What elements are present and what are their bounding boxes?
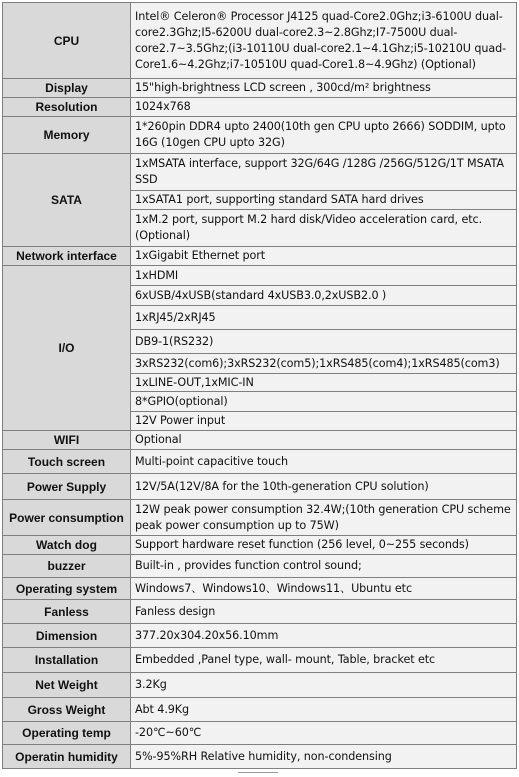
memory-value: 1*260pin DDR4 upto 2400(10th gen CPU upto 2666) SODDIM, upto 16G (10gen CPU upto 32G): [131, 117, 517, 154]
display-label: Display: [3, 79, 131, 98]
row-sata-1: [3, 154, 517, 191]
row-resolution: [3, 98, 517, 117]
dimension-value: 377.20x304.20x56.10mm: [131, 624, 517, 648]
power-supply-label: Power Supply: [3, 474, 131, 500]
io-value-3: 1xRJ45/2xRJ45: [131, 306, 517, 330]
sata-value-3: 1xM.2 port, support M.2 hard disk/Video acceleration card, etc. (Optional): [131, 210, 517, 247]
cpu-value: Intel® Celeron® Processor J4125 quad-Core2.0Ghz;i3-6100U dual-core2.3Ghz;I5-6200U dual-core2.3~2.8Ghz;I7-7500U dual-core2.7~3.5Ghz;(i3-10110U dual-core2.1~4.1Ghz;i5-10210U quad-Core1.6~4.2Ghz;i7-10510U quad-Core1.8~4.9Ghz) (Optional): [131, 3, 517, 79]
io-value-6: 1xLINE-OUT,1xMIC-IN: [131, 374, 517, 392]
row-operating-temp: [3, 722, 517, 745]
row-fanless: [3, 600, 517, 624]
resolution-value: 1024x768: [131, 98, 517, 117]
operating-temp-value: -20℃~60℃: [131, 722, 517, 745]
bottom-divider: [238, 772, 278, 773]
io-value-1: 1xHDMI: [131, 266, 517, 286]
network-label: Network interface: [3, 247, 131, 266]
power-supply-value: 12V/5A(12V/8A for the 10th-generation CPU solution): [131, 474, 517, 500]
row-os: [3, 578, 517, 600]
touch-label: Touch screen: [3, 450, 131, 474]
wifi-label: WIFI: [3, 431, 131, 450]
sata-value-2: 1xSATA1 port, supporting standard SATA hard drives: [131, 191, 517, 210]
watchdog-value: Support hardware reset function (256 level, 0~255 seconds): [131, 536, 517, 555]
installation-label: Installation: [3, 648, 131, 673]
operating-temp-label: Operating temp: [3, 722, 131, 745]
os-label: Operating system: [3, 578, 131, 600]
cpu-label: CPU: [3, 3, 131, 79]
row-power-supply: [3, 474, 517, 500]
touch-value: Multi-point capacitive touch: [131, 450, 517, 474]
network-value: 1xGigabit Ethernet port: [131, 247, 517, 266]
row-gross-weight: [3, 698, 517, 722]
row-power-consumption: [3, 500, 517, 536]
net-weight-label: Net Weight: [3, 673, 131, 698]
row-display: [3, 79, 517, 98]
dimension-label: Dimension: [3, 624, 131, 648]
row-watchdog: [3, 536, 517, 555]
row-operating-humidity: [3, 745, 517, 769]
io-value-4: DB9-1(RS232): [131, 330, 517, 354]
io-value-8: 12V Power input: [131, 412, 517, 431]
os-value: Windows7、Windows10、Windows11、Ubuntu etc: [131, 578, 517, 600]
io-value-7: 8*GPIO(optional): [131, 392, 517, 412]
display-value: 15"high-brightness LCD screen , 300cd/m² brightness: [131, 79, 517, 98]
operating-humidity-label: Operatin humidity: [3, 745, 131, 769]
row-installation: [3, 648, 517, 673]
row-network: [3, 247, 517, 266]
fanless-value: Fanless design: [131, 600, 517, 624]
row-touch: [3, 450, 517, 474]
io-label: I/O: [3, 266, 131, 431]
sata-value-1: 1xMSATA interface, support 32G/64G /128G /256G/512G/1T MSATA SSD: [131, 154, 517, 191]
watchdog-label: Watch dog: [3, 536, 131, 555]
buzzer-value: Built-in , provides function control sound;: [131, 555, 517, 578]
net-weight-value: 3.2Kg: [131, 673, 517, 698]
gross-weight-value: Abt 4.9Kg: [131, 698, 517, 722]
row-net-weight: [3, 673, 517, 698]
row-io-1: [3, 266, 517, 286]
resolution-label: Resolution: [3, 98, 131, 117]
row-buzzer: [3, 555, 517, 578]
buzzer-label: buzzer: [3, 555, 131, 578]
row-cpu: [3, 3, 517, 79]
row-dimension: [3, 624, 517, 648]
fanless-label: Fanless: [3, 600, 131, 624]
spec-table: [2, 2, 517, 769]
io-value-5: 3xRS232(com6);3xRS232(com5);1xRS485(com4);1xRS485(com3): [131, 354, 517, 374]
io-value-2: 6xUSB/4xUSB(standard 4xUSB3.0,2xUSB2.0 ): [131, 286, 517, 306]
power-consumption-label: Power consumption: [3, 500, 131, 536]
row-wifi: [3, 431, 517, 450]
operating-humidity-value: 5%-95%RH Relative humidity, non-condensing: [131, 745, 517, 769]
memory-label: Memory: [3, 117, 131, 154]
sata-label: SATA: [3, 154, 131, 247]
installation-value: Embedded ,Panel type, wall- mount, Table, bracket etc: [131, 648, 517, 673]
power-consumption-value: 12W peak power consumption 32.4W;(10th generation CPU scheme peak power consumption up to 75W): [131, 500, 517, 536]
wifi-value: Optional: [131, 431, 517, 450]
gross-weight-label: Gross Weight: [3, 698, 131, 722]
row-memory: [3, 117, 517, 154]
